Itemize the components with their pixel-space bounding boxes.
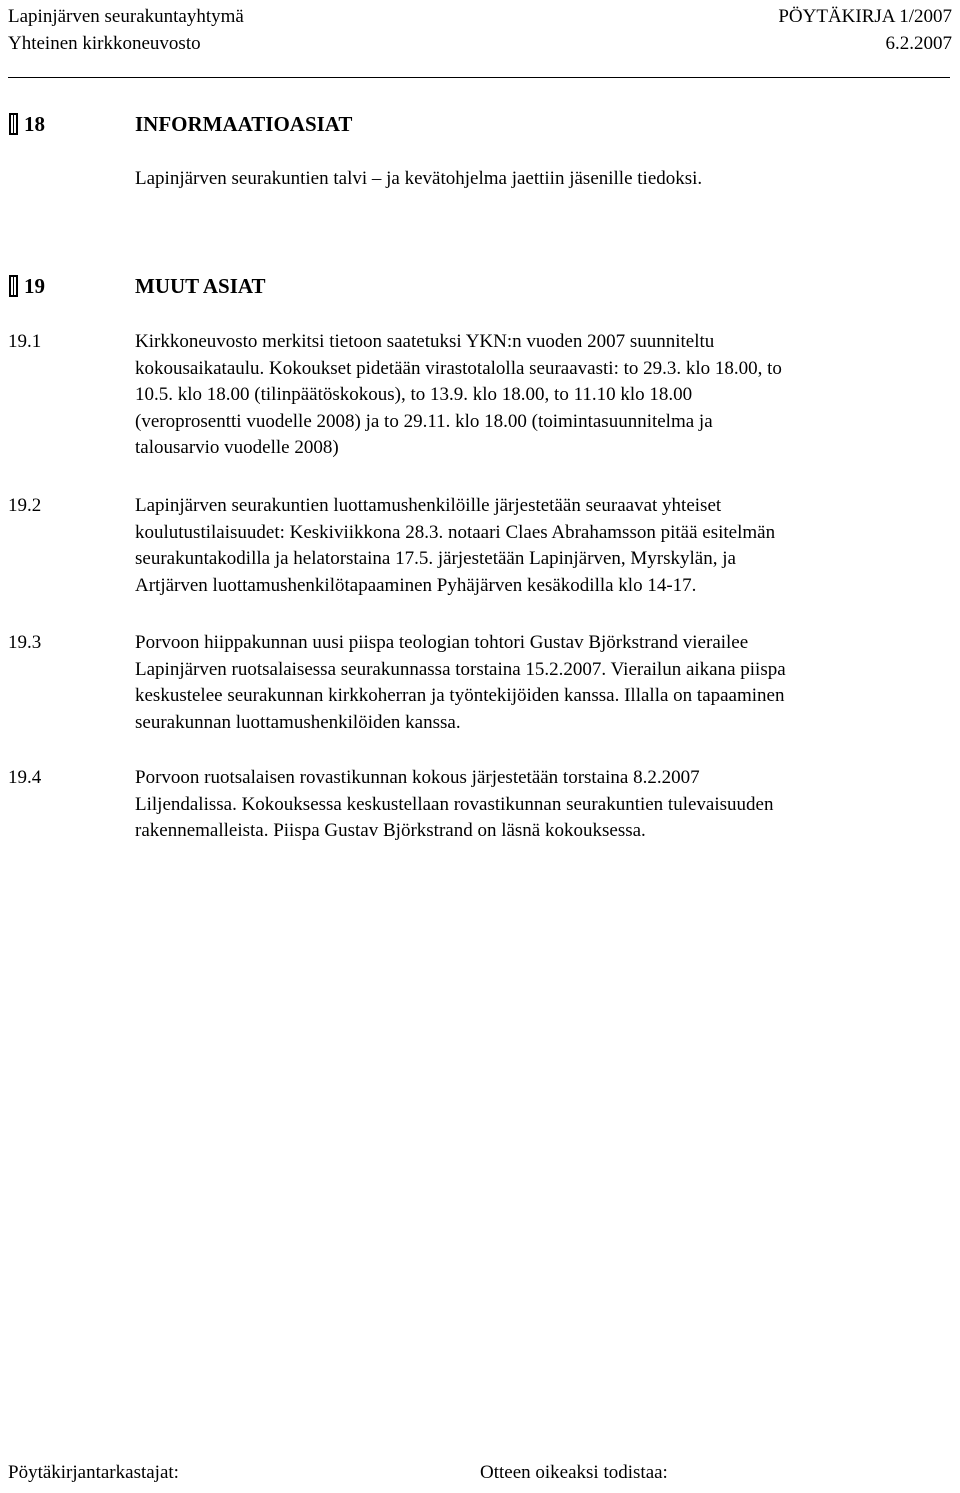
item-line: (veroprosentti vuodelle 2008) ja to 29.11. klo 18.00 (toimintasuunnitelma ja bbox=[135, 410, 713, 432]
item-line: talousarvio vuodelle 2008) bbox=[135, 437, 339, 458]
item-line: seurakunnan luottamushenkilöiden kanssa. bbox=[135, 711, 461, 733]
item-line: kokousaikataulu. Kokoukset pidetään virastotalolla seuraavasti: to 29.3. klo 18.00, to bbox=[135, 357, 782, 379]
footer-certification-label: Otteen oikeaksi todistaa: bbox=[480, 1462, 668, 1483]
item-number: 19.4 bbox=[8, 767, 42, 788]
header-document-number: PÖYTÄKIRJA 1/2007 bbox=[778, 6, 952, 27]
section-title: MUUT ASIAT bbox=[135, 274, 266, 298]
item-line: keskustelee seurakunnan kirkkoherran ja työntekijöiden kanssa. Illalla on tapaaminen bbox=[135, 685, 785, 706]
item-number: 19.1 bbox=[8, 331, 42, 352]
item-line: seurakuntakodilla ja helatorstaina 17.5. järjestetään Lapinjärven, Myrskylän, ja bbox=[135, 548, 736, 569]
item-line: Porvoon ruotsalaisen rovastikunnan kokous järjestetään torstaina 8.2.2007 bbox=[135, 767, 700, 788]
section-number: 19 bbox=[24, 274, 45, 298]
item-line: 10.5. klo 18.00 (tilinpäätöskokous), to 13.9. klo 18.00, to 11.10 klo 18.00 bbox=[135, 384, 693, 405]
header-date: 6.2.2007 bbox=[885, 33, 952, 54]
item-line: Kirkkoneuvosto merkitsi tietoon saatetuksi YKN:n vuoden 2007 suunniteltu bbox=[135, 331, 715, 352]
header-body: Yhteinen kirkkoneuvosto bbox=[8, 33, 201, 54]
footer-reviewers-label: Pöytäkirjantarkastajat: bbox=[8, 1462, 179, 1483]
item-line: Artjärven luottamushenkilötapaaminen Pyhäjärven kesäkodilla klo 14-17. bbox=[135, 574, 697, 596]
paragraph-mark-icon bbox=[8, 113, 19, 135]
section-title: INFORMAATIOASIAT bbox=[135, 112, 353, 136]
item-line: Lapinjärven ruotsalaisessa seurakunnassa torstaina 15.2.2007. Vierailun aikana piispa bbox=[135, 658, 786, 680]
item-line: rakennemalleista. Piispa Gustav Björkstrand on läsnä kokouksessa. bbox=[135, 820, 646, 841]
item-line: Liljendalissa. Kokouksessa keskustellaan rovastikunnan seurakuntien tulevaisuuden bbox=[135, 793, 774, 815]
section-text: Lapinjärven seurakuntien talvi – ja kevätohjelma jaettiin jäsenille tiedoksi. bbox=[135, 168, 703, 189]
item-line: koulutustilaisuudet: Keskiviikkona 28.3. notaari Claes Abrahamsson pitää esitelmän bbox=[135, 521, 776, 543]
section-number: 18 bbox=[24, 112, 45, 136]
header-rule bbox=[8, 77, 950, 78]
item-number: 19.2 bbox=[8, 495, 42, 516]
item-number: 19.3 bbox=[8, 632, 42, 653]
paragraph-mark-icon bbox=[8, 275, 19, 297]
item-line: Porvoon hiippakunnan uusi piispa teologian tohtori Gustav Björkstrand vierailee bbox=[135, 632, 749, 653]
item-line: Lapinjärven seurakuntien luottamushenkilöille järjestetään seuraavat yhteiset bbox=[135, 495, 722, 516]
header-organization: Lapinjärven seurakuntayhtymä bbox=[8, 6, 244, 27]
